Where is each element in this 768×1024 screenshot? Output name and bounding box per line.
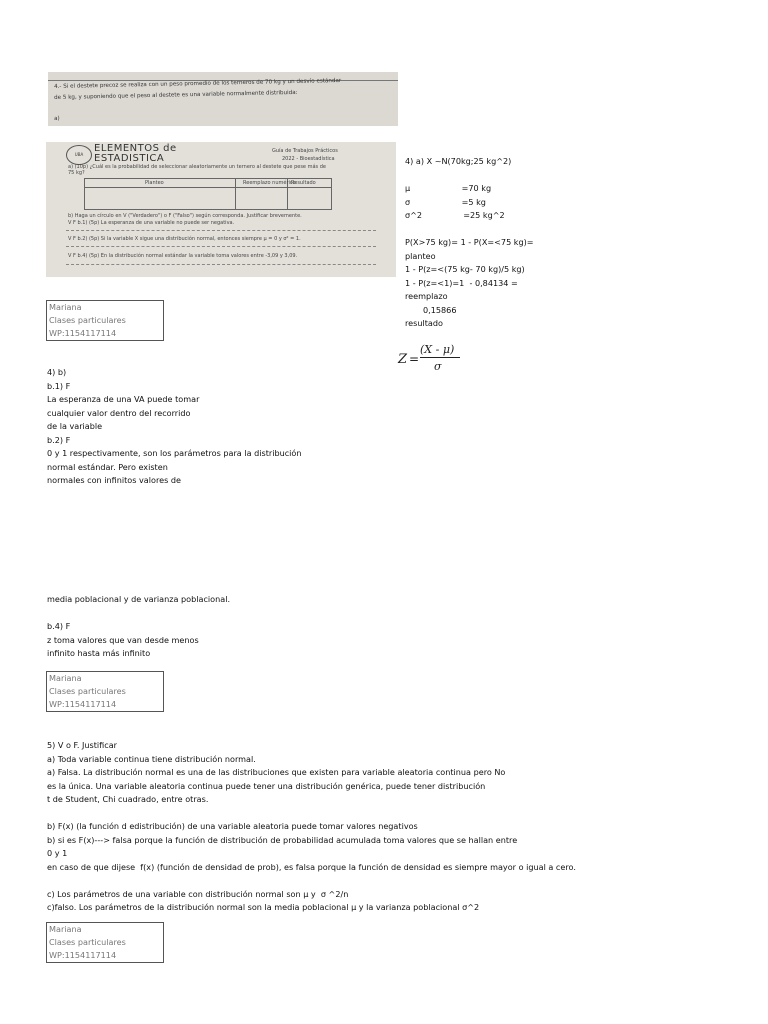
text-line: b.4) F: [47, 621, 71, 631]
question-a-cont: 75 kg?: [68, 170, 85, 176]
worksheet-title-b: ESTADISTICA: [94, 153, 165, 164]
formula-z: Z: [398, 352, 408, 367]
text-line: b.2) F: [47, 434, 71, 445]
photo-text-line: 4.- Si el destete precoz se realiza con un peso promedio de los terneros de 70 kg y un desvío estándar: [54, 77, 342, 90]
contact-card: [46, 922, 164, 963]
text-line: μ =70 kg: [405, 183, 492, 193]
question-b1: V F b.1) (5p) La esperanza de una variable no puede ser negativa.: [68, 220, 235, 226]
text-line: b) F(x) (la función d edistribución) de una variable aleatoria puede tomar valores negativos: [47, 821, 418, 831]
text-line: cualquier valor dentro del recorrido: [47, 407, 191, 418]
text-line: 4) b): [47, 367, 67, 377]
question-b: b) Haga un círculo en V ("Verdadero") o F ("Falso") según corresponda. Justificar brevemente.: [68, 213, 302, 219]
worksheet-title: [94, 144, 177, 164]
text-line: 0 y 1 respectivamente, son los parámetros para la distribución: [47, 448, 302, 458]
text-line: reemplazo: [405, 291, 448, 301]
text-line: media poblacional y de varianza poblacional.: [47, 594, 231, 604]
text-line: [405, 223, 534, 237]
text-line: 1 - P(z=<(75 kg- 70 kg)/5 kg): [405, 264, 525, 274]
text-line: [47, 607, 230, 621]
formula-denominator: σ: [434, 360, 442, 373]
exercise-photo-worksheet: [46, 142, 396, 277]
worksheet-title-a: ELEMENTOS de: [94, 143, 177, 154]
text-line: normales con infinitos valores de: [47, 475, 181, 485]
solution-5: [47, 739, 576, 915]
text-line: en caso de que dijese f(x) (función de densidad de prob), es falsa porque la función de densidad es siempre mayor o igual a cero.: [47, 861, 576, 872]
formula-fraction-bar: [420, 357, 460, 358]
question-b2: V F b.2) (5p) Si la variable X sigue una distribución normal, entonces siempre μ = 0 y σ² = 1.: [68, 236, 301, 242]
exercise-photo-top: [48, 72, 398, 126]
text-line: z toma valores que van desde menos: [47, 634, 199, 645]
card-name: Mariana: [49, 924, 82, 934]
card-phone: WP:1154117114: [49, 328, 117, 338]
text-line: [47, 874, 576, 888]
question-a: a) (10p) ¿Cuál es la probabilidad de seleccionar aleatoriamente un ternero al destete que pese más de: [68, 164, 326, 170]
card-service: Clases particulares: [49, 686, 126, 696]
text-line: t de Student, Chi cuadrado, entre otras.: [47, 794, 209, 804]
text-line: a) Falsa. La distribución normal es una de las distribuciones que existen para variable aleatoria continua pero No: [47, 767, 506, 777]
text-line: normal estándar. Pero existen: [47, 461, 168, 472]
table-header-reemplazo: Reemplazo numérico: [243, 180, 296, 186]
contact-card: [46, 300, 164, 341]
card-name: Mariana: [49, 673, 82, 683]
uba-logo: UBA: [66, 145, 92, 165]
contact-card: [46, 671, 164, 712]
card-name: Mariana: [49, 302, 82, 312]
solution-4a: [405, 155, 534, 331]
text-line: b) si es F(x)---> falsa porque la función de distribución de probabilidad acumulada toma valores que se hallan entre: [47, 834, 518, 845]
worksheet-subheader: 2022 - Bioestadística: [282, 156, 335, 162]
text-line: de la variable: [47, 421, 103, 431]
text-line: [47, 807, 576, 821]
solution-4b: [47, 366, 302, 488]
text-line: c)falso. Los parámetros de la distribución normal son la media poblacional μ y la varianza poblacional σ^2: [47, 902, 480, 912]
text-line: [405, 169, 534, 183]
table-header-planteo: Planteo: [145, 180, 164, 186]
text-line: 4) a) X ~N(70kg;25 kg^2): [405, 156, 512, 166]
table-header-resultado: Resultado: [291, 180, 316, 186]
worksheet-header: Guía de Trabajos Prácticos: [272, 148, 338, 154]
text-line: 0 y 1: [47, 848, 68, 858]
text-line: b.1) F: [47, 380, 71, 391]
text-line: σ =5 kg: [405, 196, 486, 207]
text-line: es la única. Una variable aleatoria continua puede tener una distribución genérica, puede tener distribución: [47, 780, 486, 791]
photo-text-line: a): [54, 115, 60, 122]
formula-eq: =: [409, 352, 420, 366]
text-line: σ^2 =25 kg^2: [405, 210, 505, 220]
answer-table: [84, 178, 332, 210]
text-line: 1 - P(z=<1)=1 - 0,84134 =: [405, 277, 518, 288]
card-phone: WP:1154117114: [49, 950, 117, 960]
text-line: infinito hasta más infinito: [47, 648, 151, 658]
text-line: c) Los parámetros de una variable con distribución normal son μ y σ ^2/n: [47, 888, 349, 899]
text-line: a) Toda variable continua tiene distribución normal.: [47, 753, 256, 764]
z-formula: [398, 342, 468, 378]
card-phone: WP:1154117114: [49, 699, 117, 709]
text-line: resultado: [405, 318, 443, 328]
text-line: 0,15866: [405, 304, 457, 315]
card-service: Clases particulares: [49, 937, 126, 947]
photo-text-line: de 5 kg, y suponiendo que el peso al destete es una variable normalmente distribuida:: [54, 89, 298, 101]
text-line: P(X>75 kg)= 1 - P(X=<75 kg)=: [405, 237, 534, 247]
solution-4b-cont: [47, 593, 230, 661]
text-line: planteo: [405, 250, 436, 261]
formula-numerator: (X - μ): [420, 343, 455, 356]
text-line: 5) V o F. Justificar: [47, 740, 118, 750]
question-b4: V F b.4) (5p) En la distribución normal estándar la variable toma valores entre -3,09 y 3,09.: [68, 253, 298, 259]
card-service: Clases particulares: [49, 315, 126, 325]
text-line: La esperanza de una VA puede tomar: [47, 394, 200, 404]
